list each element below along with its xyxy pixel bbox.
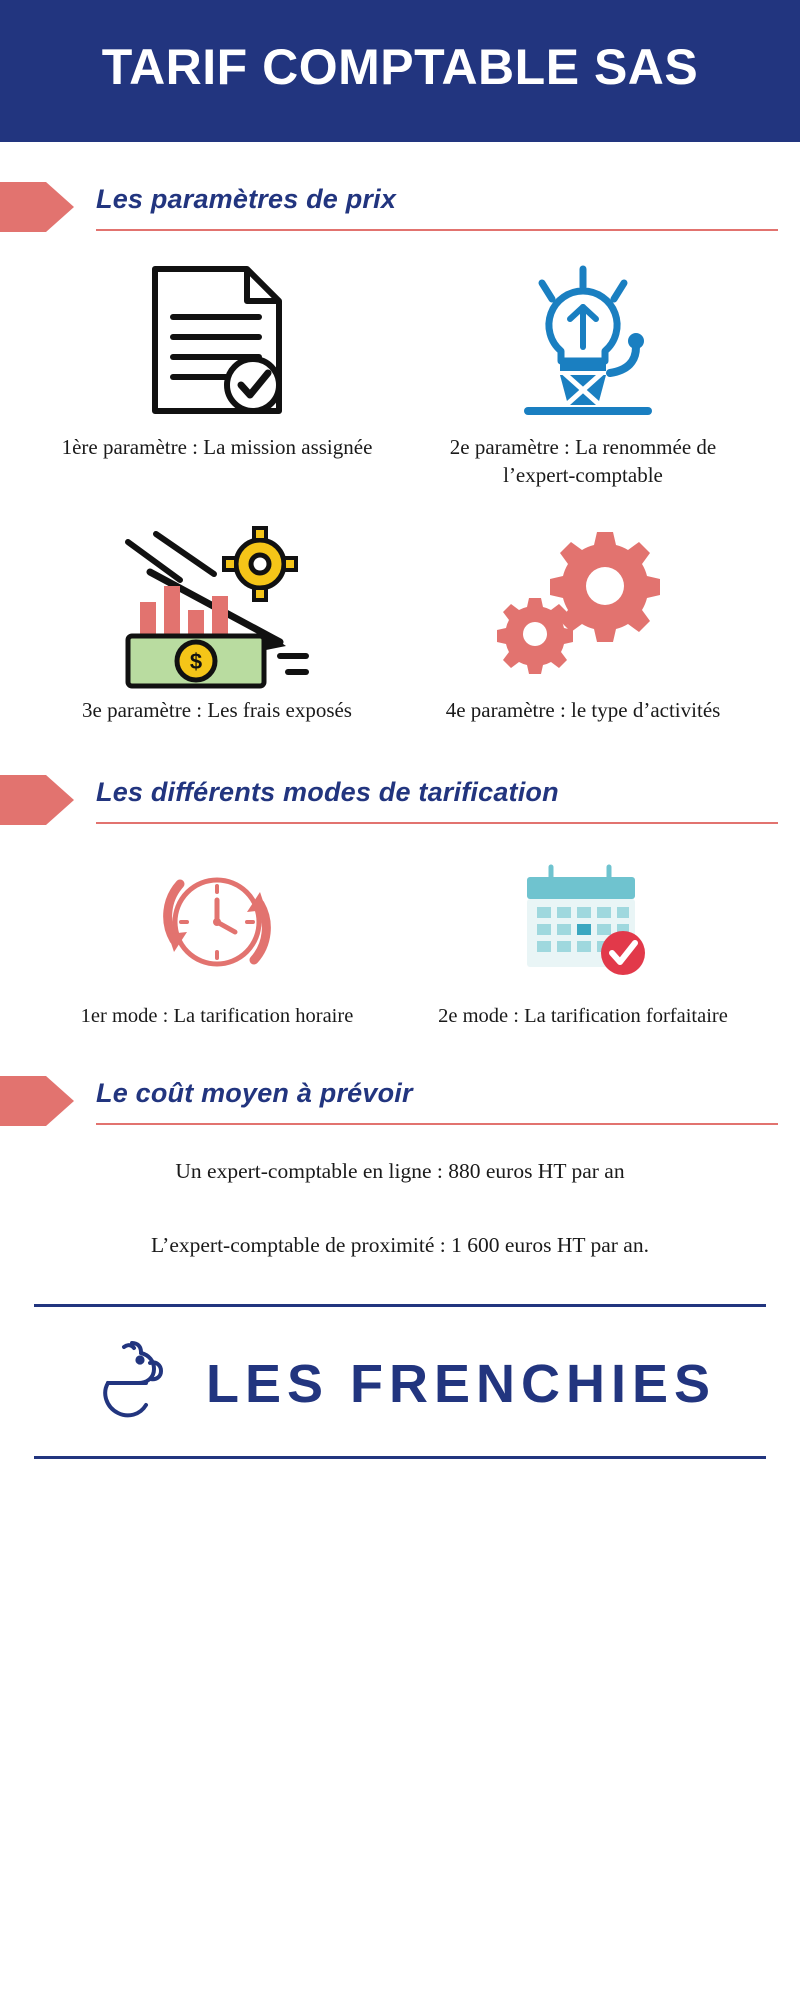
- mode-item-1: [34, 829, 400, 1036]
- brand-name: LES FRENCHIES: [205, 1353, 717, 1414]
- parameter-caption-1: 1ère paramètre : La mission assignée: [61, 435, 373, 459]
- mode-caption-2: 2e mode : La tarification forfaitaire: [438, 1005, 728, 1028]
- section-title-wrap-modes: [86, 777, 800, 824]
- parameter-item-1: [34, 236, 400, 499]
- document-check-icon: [52, 258, 382, 428]
- footer: [0, 1304, 800, 1483]
- title-divider: [96, 229, 778, 231]
- parameter-item-4: [400, 499, 766, 735]
- section-title-modes: Les différents modes de tarification: [96, 776, 559, 807]
- section-header-modes: [0, 771, 800, 829]
- mode-caption-1: 1er mode : La tarification horaire: [80, 1005, 354, 1028]
- calendar-check-icon: [414, 847, 752, 997]
- parameter-item-3: [34, 499, 400, 735]
- cost-line-online: Un expert-comptable en ligne : 880 euros HT par an: [175, 1159, 625, 1184]
- section-header-cout: [0, 1072, 800, 1130]
- arrow-icon: [0, 1072, 86, 1130]
- expenses-chart-icon: [52, 521, 382, 691]
- modes-grid: [0, 829, 800, 1036]
- cost-line-local: L’expert-comptable de proximité : 1 600 euros HT par an.: [151, 1233, 649, 1258]
- lightbulb-award-icon: [418, 258, 748, 428]
- svg-text:$: $: [189, 648, 202, 674]
- mode-item-2: [400, 829, 766, 1036]
- footer-divider-bottom: [34, 1456, 766, 1459]
- title-divider: [96, 1123, 778, 1125]
- cost-list: [0, 1130, 800, 1260]
- parameter-item-2: [400, 236, 766, 499]
- title-divider: [96, 822, 778, 824]
- parameter-caption-4: 4e paramètre : le type d’activités: [445, 698, 721, 723]
- parameter-caption-2: 2e paramètre : La renommée de l’expert-comptable: [449, 435, 717, 487]
- arrow-icon: [0, 178, 86, 236]
- header-banner: [0, 0, 800, 142]
- brand-lockup: [34, 1307, 766, 1456]
- parameter-caption-3: 3e paramètre : Les frais exposés: [82, 698, 352, 723]
- frenchies-rooster-icon: [84, 1333, 180, 1434]
- arrow-icon: [0, 771, 86, 829]
- clock-arrows-icon: [48, 847, 386, 997]
- section-title-wrap-parametres: [86, 184, 800, 231]
- section-title-parametres: Les paramètres de prix: [96, 183, 397, 214]
- section-header-parametres: [0, 178, 800, 236]
- section-title-wrap-cout: [86, 1078, 800, 1125]
- gears-icon: [418, 521, 748, 691]
- page-title: TARIF COMPTABLE SAS: [101, 39, 699, 95]
- section-title-cout: Le coût moyen à prévoir: [96, 1077, 413, 1108]
- parameters-grid: [0, 236, 800, 735]
